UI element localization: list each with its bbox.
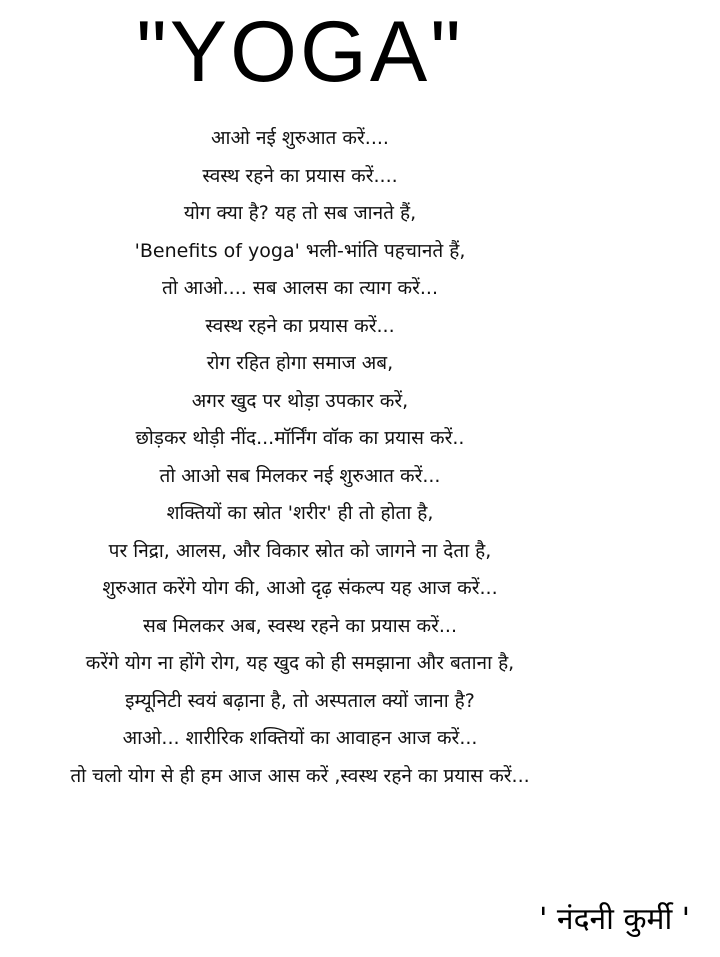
poem-line: आओ नई शुरुआत करें....: [211, 127, 389, 149]
poem-title: "YOGA": [136, 4, 464, 100]
poem-line: अगर खुद पर थोड़ा उपकार करें,: [191, 389, 409, 412]
poem-line: आओ... शारीरिक शक्तियों का आवाहन आज करें...: [122, 727, 478, 749]
poem-line: रोग रहित होगा समाज अब,: [206, 352, 394, 374]
poem-line: तो आओ.... सब आलस का त्याग करें...: [162, 277, 438, 299]
poem-line: छोड़कर थोड़ी नींद...मॉर्निंग वॉक का प्रयास करें..: [135, 427, 465, 449]
poem-line: करेंगे योग ना होंगे रोग, यह खुद को ही समझाना और बताना है,: [85, 652, 515, 674]
poem-line: सब मिलकर अब, स्वस्थ रहने का प्रयास करें...: [142, 614, 457, 637]
poem-line: तो आओ सब मिलकर नई शुरुआत करें...: [159, 464, 441, 487]
poem-line: इम्यूनिटी स्वयं बढ़ाना है, तो अस्पताल क्यों जाना है?: [125, 689, 475, 712]
poem-line: स्वस्थ रहने का प्रयास करें...: [205, 314, 395, 337]
poem-line: पर निद्रा, आलस, और विकार स्रोत को जागने ना देता है,: [108, 539, 492, 562]
poem-line: स्वस्थ रहने का प्रयास करें....: [202, 164, 398, 187]
author-signature: ' नंदनी कुर्मी ': [539, 902, 690, 937]
poem-line: 'Benefits of yoga' भली-भांति पहचानते हैं,: [134, 239, 466, 262]
poem-line: योग क्या है? यह तो सब जानते हैं,: [183, 202, 417, 224]
poem-line: शुरुआत करेंगे योग की, आओ दृढ़ संकल्प यह आज करें...: [102, 577, 498, 599]
poem-line: शक्तियों का स्रोत 'शरीर' ही तो होता है,: [166, 502, 434, 524]
poem-body: [0, 120, 600, 795]
poem-line: तो चलो योग से ही हम आज आस करें ,स्वस्थ रहने का प्रयास करें...: [70, 764, 530, 787]
